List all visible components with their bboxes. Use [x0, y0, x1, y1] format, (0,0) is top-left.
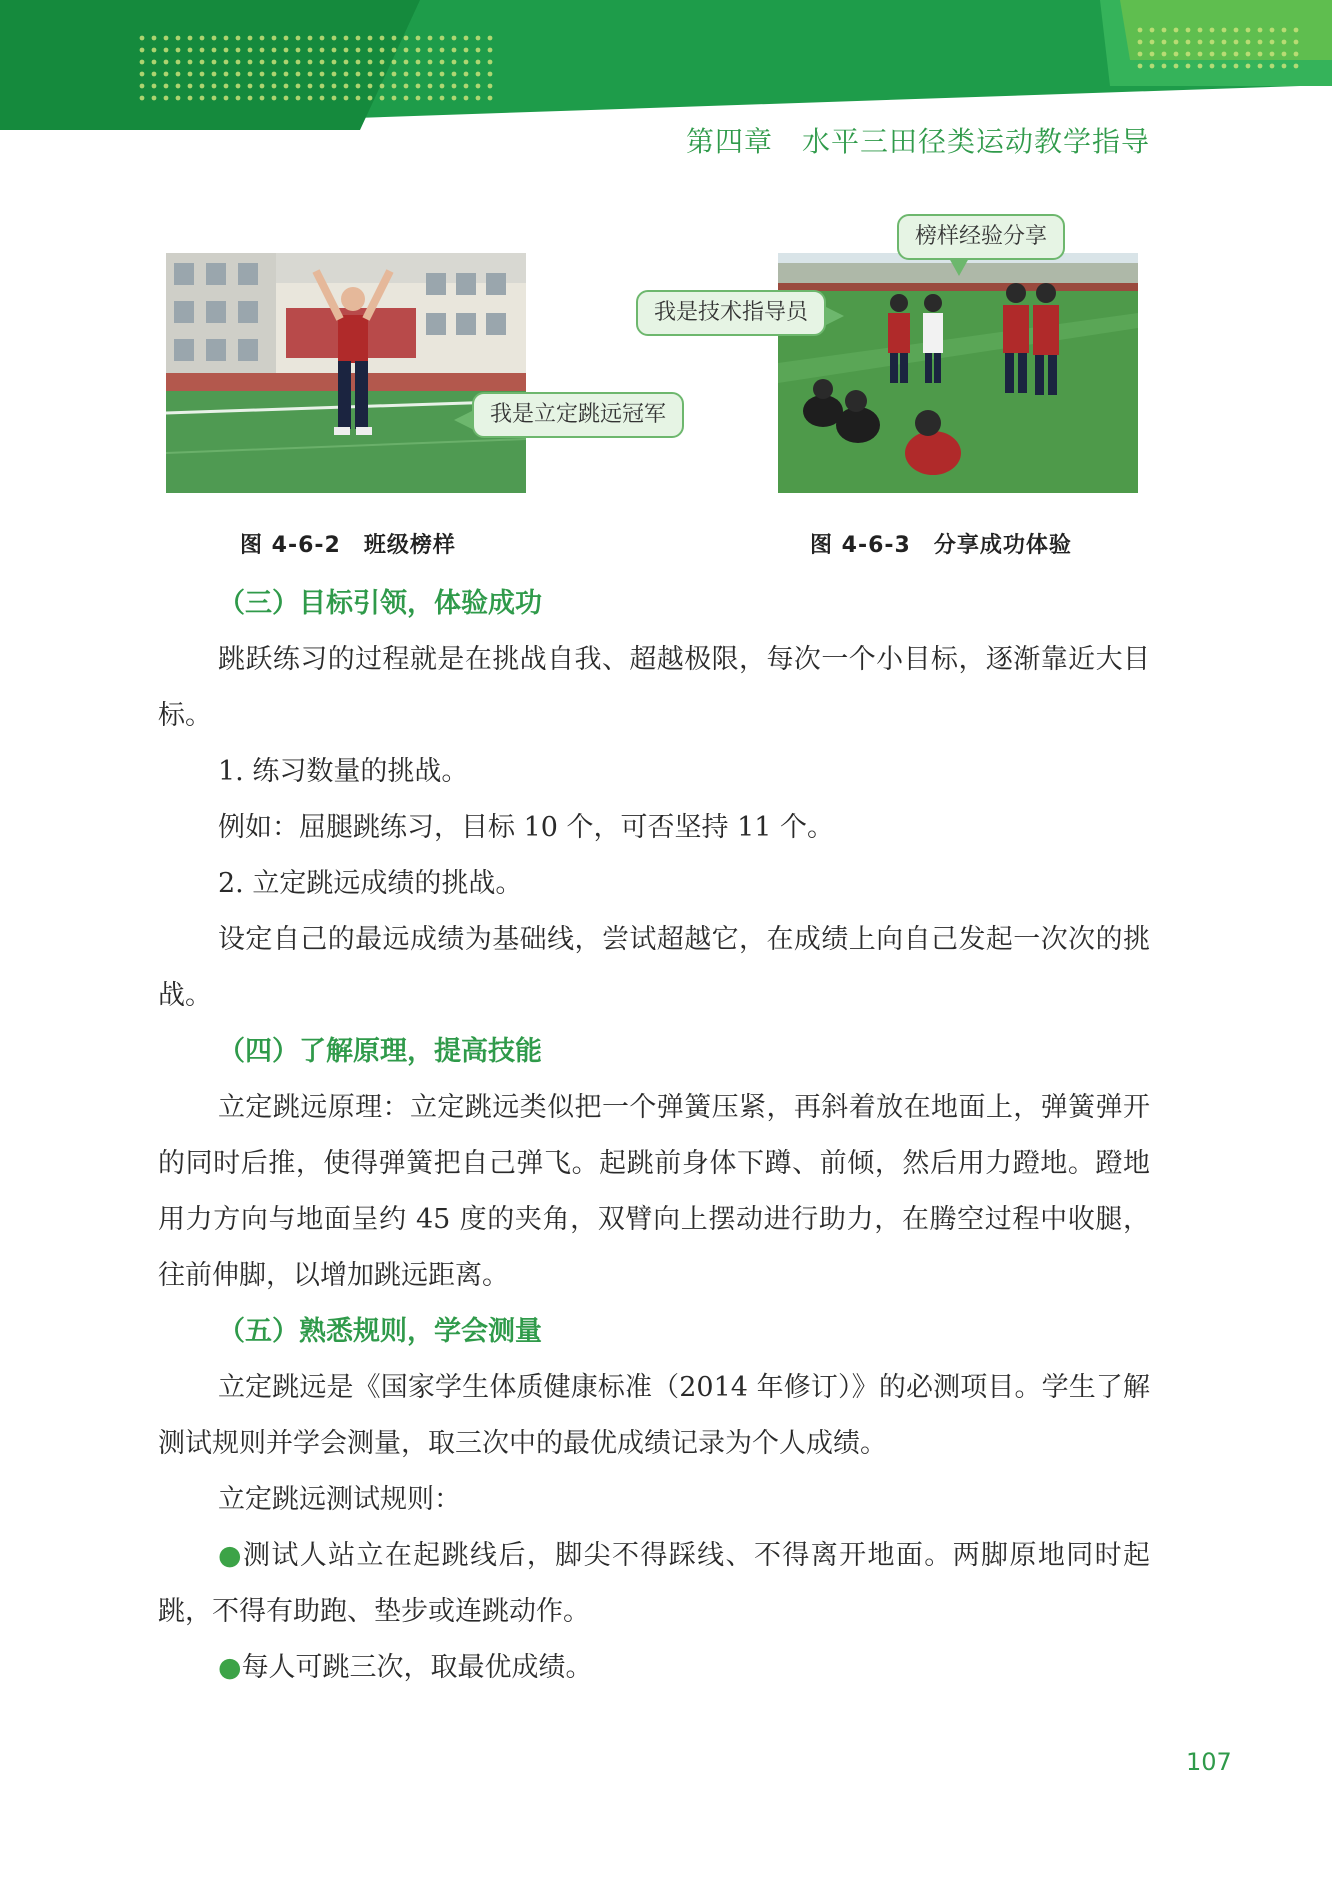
paragraph: 立定跳远是《国家学生体质健康标准（2014 年修订）》的必测项目。学生了解测试规则并学会测量，取三次中的最优成绩记录为个人成绩。: [158, 1372, 1150, 1459]
speech-bubble-champion: [472, 392, 684, 438]
body-content: [158, 576, 1150, 1696]
paragraph: 立定跳远测试规则：: [218, 1484, 461, 1515]
figure-photo-sharing-experience: [778, 253, 1138, 493]
bullet-dot-icon: ●: [218, 1652, 242, 1683]
bullet-item: [158, 1640, 1150, 1696]
bullet-text: 测试人站立在起跳线后，脚尖不得踩线、不得离开地面。两脚原地同时起跳，不得有助跑、垫步或连跳动作。: [158, 1540, 1151, 1627]
figure-caption: 图 4-6-3 分享成功体验: [810, 533, 1072, 558]
section-heading: （五）熟悉规则，学会测量: [218, 1316, 542, 1347]
chapter-title: 第四章 水平三田径类运动教学指导: [685, 125, 1150, 158]
paragraph: 例如：屈腿跳练习，目标 10 个，可否坚持 11 个。: [218, 812, 835, 843]
speech-bubble-text: 榜样经验分享: [915, 224, 1048, 249]
paragraph: 立定跳远原理：立定跳远类似把一个弹簧压紧，再斜着放在地面上，弹簧弹开的同时后推，使得弹簧把自己弹飞。起跳前身体下蹲、前倾，然后用力蹬地。蹬地用力方向与地面呈约 45 度的夹角，双臂向上摆动进行助力，在腾空过程中收腿，往前伸脚，以增加跳远距离。: [158, 1092, 1150, 1291]
page-number: 107: [1186, 1748, 1232, 1776]
speech-bubble-experience-sharing: [897, 214, 1065, 260]
bullet-dot-icon: ●: [218, 1540, 243, 1571]
paragraph: 1. 练习数量的挑战。: [218, 756, 469, 787]
section-heading: （四）了解原理，提高技能: [218, 1036, 542, 1067]
speech-bubble-text: 我是立定跳远冠军: [490, 402, 667, 427]
figure-caption: 图 4-6-2 班级榜样: [240, 533, 456, 558]
bullet-text: 每人可跳三次，取最优成绩。: [241, 1652, 593, 1683]
section-heading: （三）目标引领，体验成功: [218, 588, 542, 619]
speech-bubble-text: 我是技术指导员: [654, 300, 809, 325]
header-banner: [0, 0, 1332, 140]
speech-bubble-technical-instructor: [636, 290, 826, 336]
paragraph: 跳跃练习的过程就是在挑战自我、超越极限，每次一个小目标，逐渐靠近大目标。: [158, 644, 1150, 731]
paragraph: 设定自己的最远成绩为基础线，尝试超越它，在成绩上向自己发起一次次的挑战。: [158, 924, 1150, 1011]
bullet-item: [158, 1528, 1150, 1640]
paragraph: 2. 立定跳远成绩的挑战。: [218, 868, 523, 899]
figure-photo-class-role-model: [166, 253, 526, 493]
